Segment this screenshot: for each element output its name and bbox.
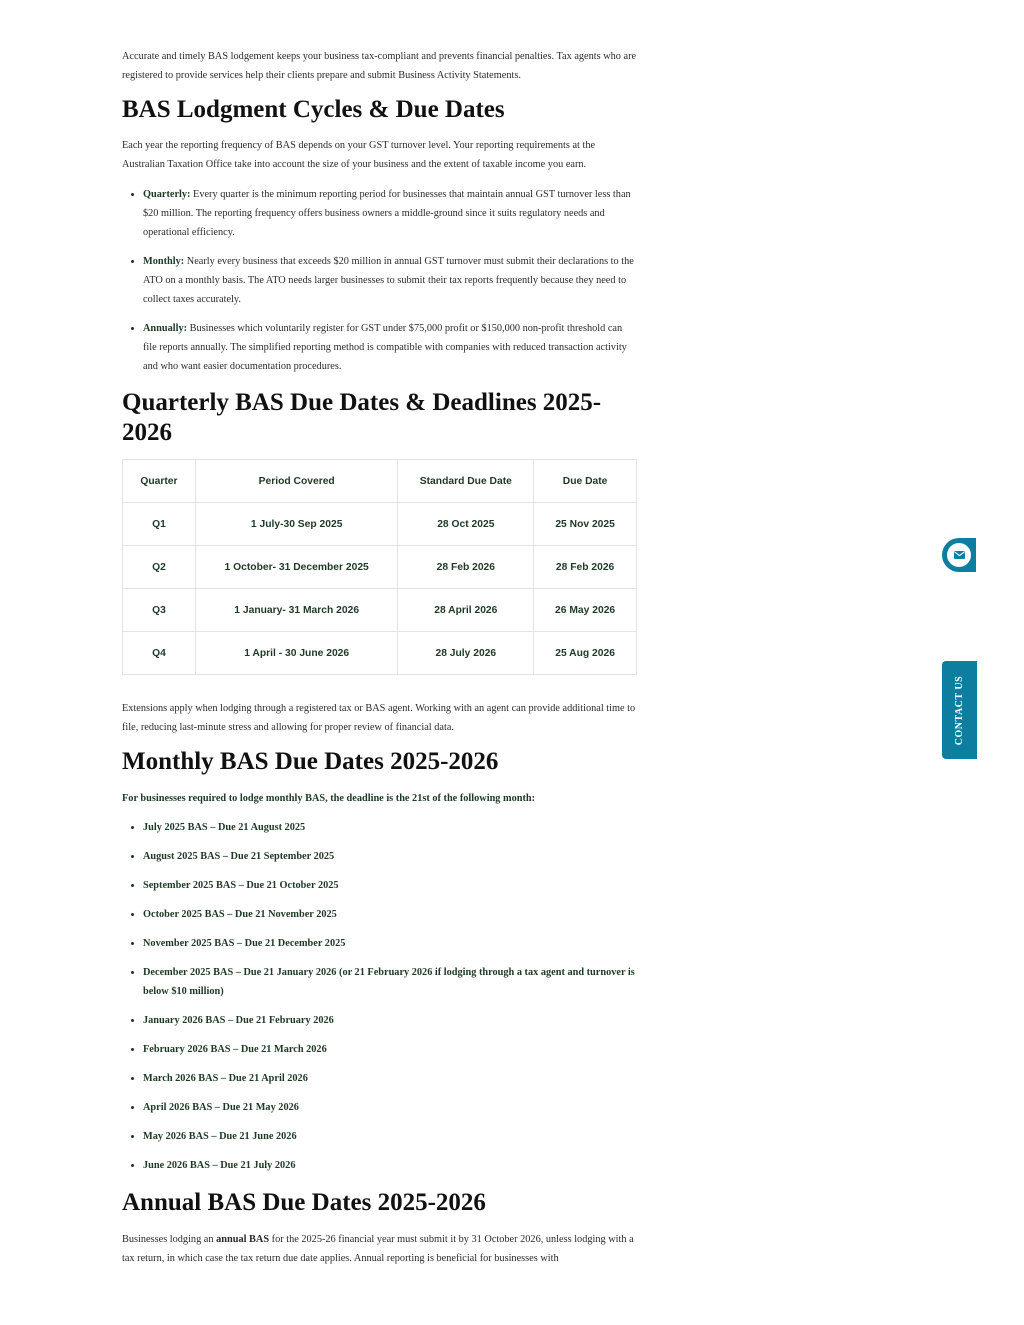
monthly-list: [122, 818, 637, 1175]
table-cell: 28 April 2026: [398, 589, 534, 632]
table-cell: 28 Feb 2026: [398, 546, 534, 589]
table-cell: 26 May 2026: [534, 589, 637, 632]
table-cell: 1 July-30 Sep 2025: [195, 503, 398, 546]
table-cell: 1 January- 31 March 2026: [195, 589, 398, 632]
table-header-row: [123, 460, 637, 503]
mail-ring: [947, 543, 971, 567]
list-item: • August 2025 BAS – Due 21 September 2025: [143, 847, 637, 866]
table-row: [123, 546, 637, 589]
list-item: • December 2025 BAS – Due 21 January 2026 (or 21 February 2026 if lodging through a tax agent and turnover is below $10 million): [143, 963, 637, 1001]
list-item: • March 2026 BAS – Due 21 April 2026: [143, 1069, 637, 1088]
table-row: [123, 632, 637, 675]
table-row: [123, 503, 637, 546]
table-cell: Q1: [123, 503, 196, 546]
cycles-paragraph: Each year the reporting frequency of BAS depends on your GST turnover level. Your reporting requirements at the Australian Taxation Office take into account the size of your business and the extent of taxable income you earn.: [122, 140, 596, 170]
table-header-cell: Period Covered: [195, 460, 398, 503]
table-cell: 25 Aug 2026: [534, 632, 637, 675]
monthly-heading: Monthly BAS Due Dates 2025-2026: [122, 748, 499, 775]
list-item: • Monthly: Nearly every business that exceeds $20 million in annual GST turnover must submit their declarations to the ATO on a monthly basis. The ATO needs larger businesses to submit their tax reports frequently because they need to collect taxes accurately.: [143, 252, 637, 309]
table-cell: Q4: [123, 632, 196, 675]
table-header-cell: Due Date: [534, 460, 637, 503]
quarterly-heading: Quarterly BAS Due Dates & Deadlines 2025-2026: [122, 389, 602, 446]
list-item: • Annually: Businesses which voluntarily register for GST under $75,000 profit or $150,000 non-profit threshold can file reports annually. The simplified reporting method is compatible with companies with reduced transaction activity and who want easier documentation procedures.: [143, 319, 637, 376]
cycles-heading: BAS Lodgment Cycles & Due Dates: [122, 96, 505, 123]
list-item: • January 2026 BAS – Due 21 February 2026: [143, 1011, 637, 1030]
cycles-list: [122, 185, 637, 376]
table-cell: Q3: [123, 589, 196, 632]
intro-paragraph: Accurate and timely BAS lodgement keeps your business tax-compliant and prevents financial penalties. Tax agents who are registered to provide services help their clients prepare and submit Business Activity Statements.: [122, 51, 637, 81]
list-item: • June 2026 BAS – Due 21 July 2026: [143, 1156, 637, 1175]
table-cell: 28 Feb 2026: [534, 546, 637, 589]
mail-float-button[interactable]: [942, 538, 976, 572]
extensions-paragraph: Extensions apply when lodging through a registered tax or BAS agent. Working with an agent can provide additional time to file, reducing last-minute stress and allowing for proper review of financial data.: [122, 703, 636, 733]
contact-us-label: CONTACT US: [954, 675, 965, 745]
list-item: • September 2025 BAS – Due 21 October 2025: [143, 876, 637, 895]
table-cell: 25 Nov 2025: [534, 503, 637, 546]
table-cell: 28 Oct 2025: [398, 503, 534, 546]
list-item: • April 2026 BAS – Due 21 May 2026: [143, 1098, 637, 1117]
annual-heading: Annual BAS Due Dates 2025-2026: [122, 1189, 486, 1216]
envelope-icon: [954, 551, 965, 559]
list-item: • October 2025 BAS – Due 21 November 2025: [143, 905, 637, 924]
list-item: • May 2026 BAS – Due 21 June 2026: [143, 1127, 637, 1146]
contact-us-tab[interactable]: [942, 661, 977, 759]
quarterly-due-table: [122, 459, 637, 675]
table-header-cell: Standard Due Date: [398, 460, 534, 503]
list-item: • July 2025 BAS – Due 21 August 2025: [143, 818, 637, 837]
table-cell: 1 October- 31 December 2025: [195, 546, 398, 589]
annual-paragraph: Businesses lodging an annual BAS for the 2025-26 financial year must submit it by 31 October 2026, unless lodging with a tax return, in which case the tax return due date applies. Annual reporting is beneficial for businesses with: [122, 1234, 634, 1264]
table-cell: Q2: [123, 546, 196, 589]
table-cell: 28 July 2026: [398, 632, 534, 675]
table-cell: 1 April - 30 June 2026: [195, 632, 398, 675]
monthly-lead: For businesses required to lodge monthly BAS, the deadline is the 21st of the following month:: [122, 793, 536, 804]
list-item: • February 2026 BAS – Due 21 March 2026: [143, 1040, 637, 1059]
table-row: [123, 589, 637, 632]
table-header-cell: Quarter: [123, 460, 196, 503]
list-item: • November 2025 BAS – Due 21 December 2025: [143, 934, 637, 953]
list-item: • Quarterly: Every quarter is the minimum reporting period for businesses that maintain annual GST turnover less than $20 million. The reporting frequency offers business owners a middle-ground since it suits regulatory needs and operational efficiency.: [143, 185, 637, 242]
